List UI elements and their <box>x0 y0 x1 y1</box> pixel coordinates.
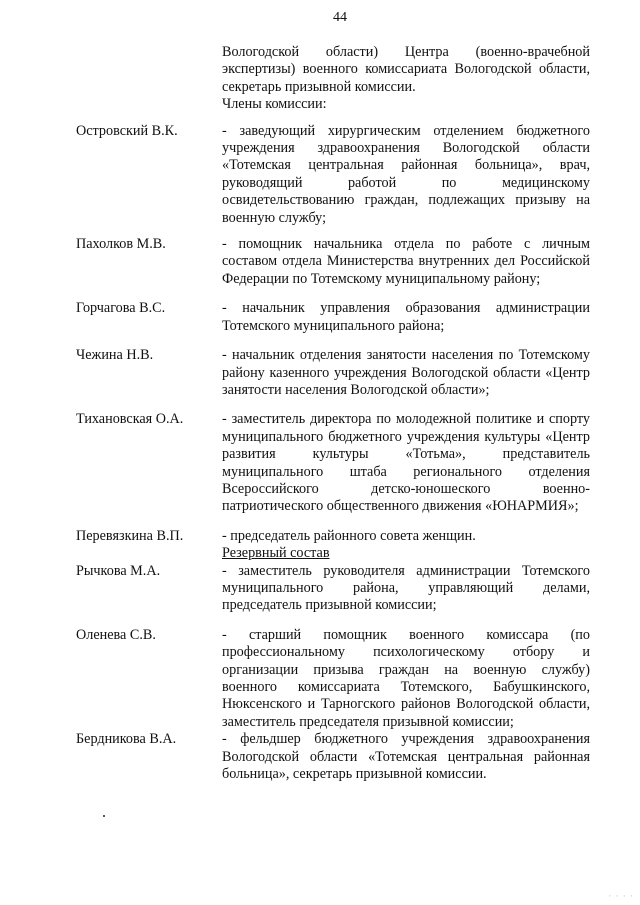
intro-text: Вологодской области) Центра (военно-врачебной экспертизы) военного комиссариата Вологодской области, секретарь призывной комиссии. <box>222 44 590 95</box>
member-role: - председатель районного совета женщин. <box>222 527 476 544</box>
member-role: - заведующий хирургическим отделением бюджетного учреждения здравоохранения Вологодской области «Тотемская центральная районная больница», врач, руководящий работой по медицинскому освидетельствованию граждан, подлежащих призыву на военную службу; <box>222 122 590 226</box>
member-row <box>76 347 590 399</box>
reserve-heading: Резервный состав <box>222 545 330 562</box>
member-name: Пахолков М.В. <box>76 236 166 253</box>
member-row <box>76 123 590 227</box>
scan-corner-mark: · · · · <box>608 891 634 901</box>
member-row <box>76 528 590 545</box>
commission-list <box>76 44 590 783</box>
member-row <box>76 236 590 288</box>
member-role: - помощник начальника отдела по работе с личным составом отдела Министерства внутренних дел Российской Федерации по Тотемскому муниципальному району; <box>222 236 590 287</box>
member-role: - начальник управления образования администрации Тотемского муниципального района; <box>222 300 590 334</box>
reserve-name: Рычкова М.А. <box>76 562 161 579</box>
member-row <box>76 411 590 515</box>
reserve-row <box>76 627 590 731</box>
reserve-role: - старший помощник военного комиссара (по профессиональному психологическому отбору и организации призыва граждан на военную службу) военного комиссариата Тотемского, Бабушкинского, Нюксенского и Тарногского районов Вологодской области, заместитель председателя призывной комиссии; <box>222 626 590 730</box>
scan-speck <box>103 815 105 817</box>
reserve-role: - заместитель руководителя администрации Тотемского муниципального района, управляющий делами, председатель призывной комиссии; <box>222 562 590 614</box>
reserve-role: - фельдшер бюджетного учреждения здравоохранения Вологодской области «Тотемская центральная районная больница», секретарь призывной комиссии. <box>222 731 590 783</box>
member-name: Горчагова В.С. <box>76 300 166 317</box>
page-number: 44 <box>333 10 347 25</box>
intro-row <box>76 44 590 96</box>
member-row <box>76 300 590 335</box>
reserve-name: Бердникова В.А. <box>76 731 177 748</box>
members-heading: Члены комиссии: <box>222 96 327 113</box>
member-name: Перевязкина В.П. <box>76 527 184 544</box>
reserve-name: Оленева С.В. <box>76 626 156 643</box>
member-name: Чежина Н.В. <box>76 347 154 364</box>
member-role: - заместитель директора по молодежной политике и спорту муниципального бюджетного учреждения культуры «Центр развития культуры «Тотьма», представитель муниципального штаба регионального отделения Всероссийского детско-юношеского военно-патриотического общественного движения «ЮНАРМИЯ»; <box>222 411 590 515</box>
reserve-row <box>76 731 590 783</box>
member-role: - начальник отделения занятости населения по Тотемскому району казенного учреждения Вологодской области «Центр занятости населения Вологодской области»; <box>222 347 590 398</box>
reserve-row <box>76 563 590 615</box>
member-name: Островский В.К. <box>76 122 178 139</box>
member-name: Тихановская О.А. <box>76 411 184 428</box>
